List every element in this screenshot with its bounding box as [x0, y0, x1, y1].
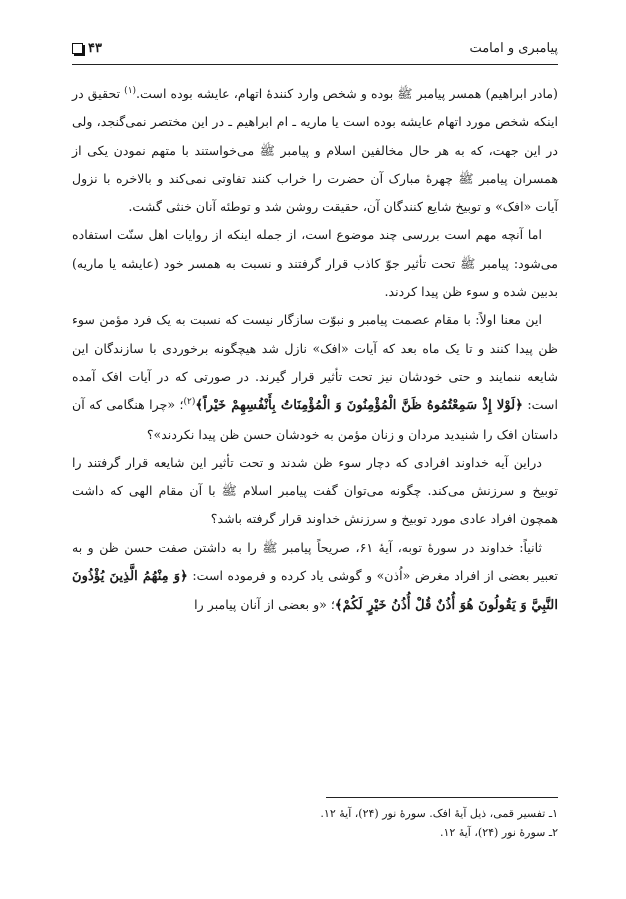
quran-verse-1: ﴿لَوْلا إِذْ سَمِعْتُمُوهُ ظَنَّ الْمُؤْمِنُونَ وَ الْمُؤْمِنَاتُ بِأَنْفُسِهِمْ خَيْراً﴾ [195, 398, 523, 414]
paragraph-1 [72, 80, 558, 221]
page-number-text: ۴۳ [88, 41, 102, 56]
paragraph-1-tail: تحقیق در اینکه شخص مورد اتهام عایشه بوده است یا ماریه ـ ام ابراهیم ـ در این مختصر نمی‌گنجد، ولی در این جهت، که به هر حال مخالفین اسلام و پیامبر ﷺ می‌خواستند با متهم نمودن یکی از همسران پیامبر ﷺ چهرهٔ مبارک آن حضرت را خراب کنند تفاوتی نمی‌کند و بالاخره با نزول آیات «افک» و توبیخ شایع کنندگان آن، حقیقت روشن شد و توطئه آنان خنثی گشت. [72, 86, 558, 215]
running-header [72, 38, 558, 65]
square-ornament-icon [72, 43, 83, 54]
paragraph-2: اما آنچه مهم است بررسی چند موضوع است، از جمله اینکه از روایات اهل سنّت استفاده می‌شود: پیامبر ﷺ تحت تأثیر جوّ کاذب قرار گرفتند و نسبت به همسر خود (عایشه یا ماریه) بدبین شده و سوء ظن پیدا کردند. [72, 227, 558, 300]
paragraph-3 [72, 306, 558, 448]
quran-verse-2: ﴿وَ مِنْهُمُ الَّذِينَ يُؤْذُونَ النَّبِيَّ وَ يَقُولُونَ هُوَ أُذُنٌ قُلْ أُذُنُ خَيْرٍ لَكُمْ﴾ [72, 569, 558, 614]
footnote-1: ۱ـ تفسیر قمی، ذیل آیهٔ افک. سورهٔ نور (۲۴)، آیهٔ ۱۲. [320, 807, 558, 820]
paragraph-3-translation: ؛ «چرا هنگامی که آن داستان افک را شنیدید مردان و زنان مؤمن به خودشان حسن ظن پیدا نکردند»؟ [72, 397, 558, 442]
main-text [72, 80, 558, 621]
footnote-ref-1: (۱) [124, 85, 137, 96]
paragraph-4: دراین آیه خداوند افرادی که دچار سوء ظن شدند و تحت تأثیر این شایعه قرار گرفتند را توبیخ و سرزنش می‌کند. چگونه می‌توان گفت پیامبر اسلام ﷺ با آن مقام الهی که داشت همچون افراد عادی مورد توبیخ و سرزنش خداوند قرار گرفته باشد؟ [72, 454, 558, 527]
paragraph-5 [72, 534, 558, 621]
footnote-divider [326, 797, 558, 798]
footnotes [72, 797, 558, 842]
paragraph-5-translation: ؛ «و بعضی از آنان پیامبر را [194, 597, 335, 613]
paragraph-5-text: ثانیاً: خداوند در سورهٔ توبه، آیهٔ ۶۱، صریحاً پیامبر ﷺ را به داشتن صفت حسن ظن و به تعبیر بعضی از افراد مغرض «اُذن» و گوشی یاد کرده و فرموده است: [72, 539, 558, 584]
footnote-2: ۲ـ سورهٔ نور (۲۴)، آیهٔ ۱۲. [440, 826, 558, 839]
running-header-title: پیامبری و امامت [469, 41, 558, 56]
footnote-ref-2: (۲) [183, 397, 196, 408]
page-number [72, 41, 102, 56]
paragraph-1-text: (مادر ابراهیم) همسر پیامبر ﷺ بوده و شخص وارد کنندهٔ اتهام، عایشه بوده است. [136, 86, 558, 101]
paragraph-3-text: این معنا اولاً: با مقام عصمت پیامبر و نبوّت سازگار نیست که نسبت به یک فرد مؤمن سوء ظن پیدا کنند و تا یک ماه بعد که آیات «افک» نازل شد هیچگونه برخوردی با سازندگان این شایعه ننمایند و حتی خودشان نیز تحت تأثیر قرار گیرند. در صورتی که در آیات افک آمده است: [72, 312, 558, 413]
